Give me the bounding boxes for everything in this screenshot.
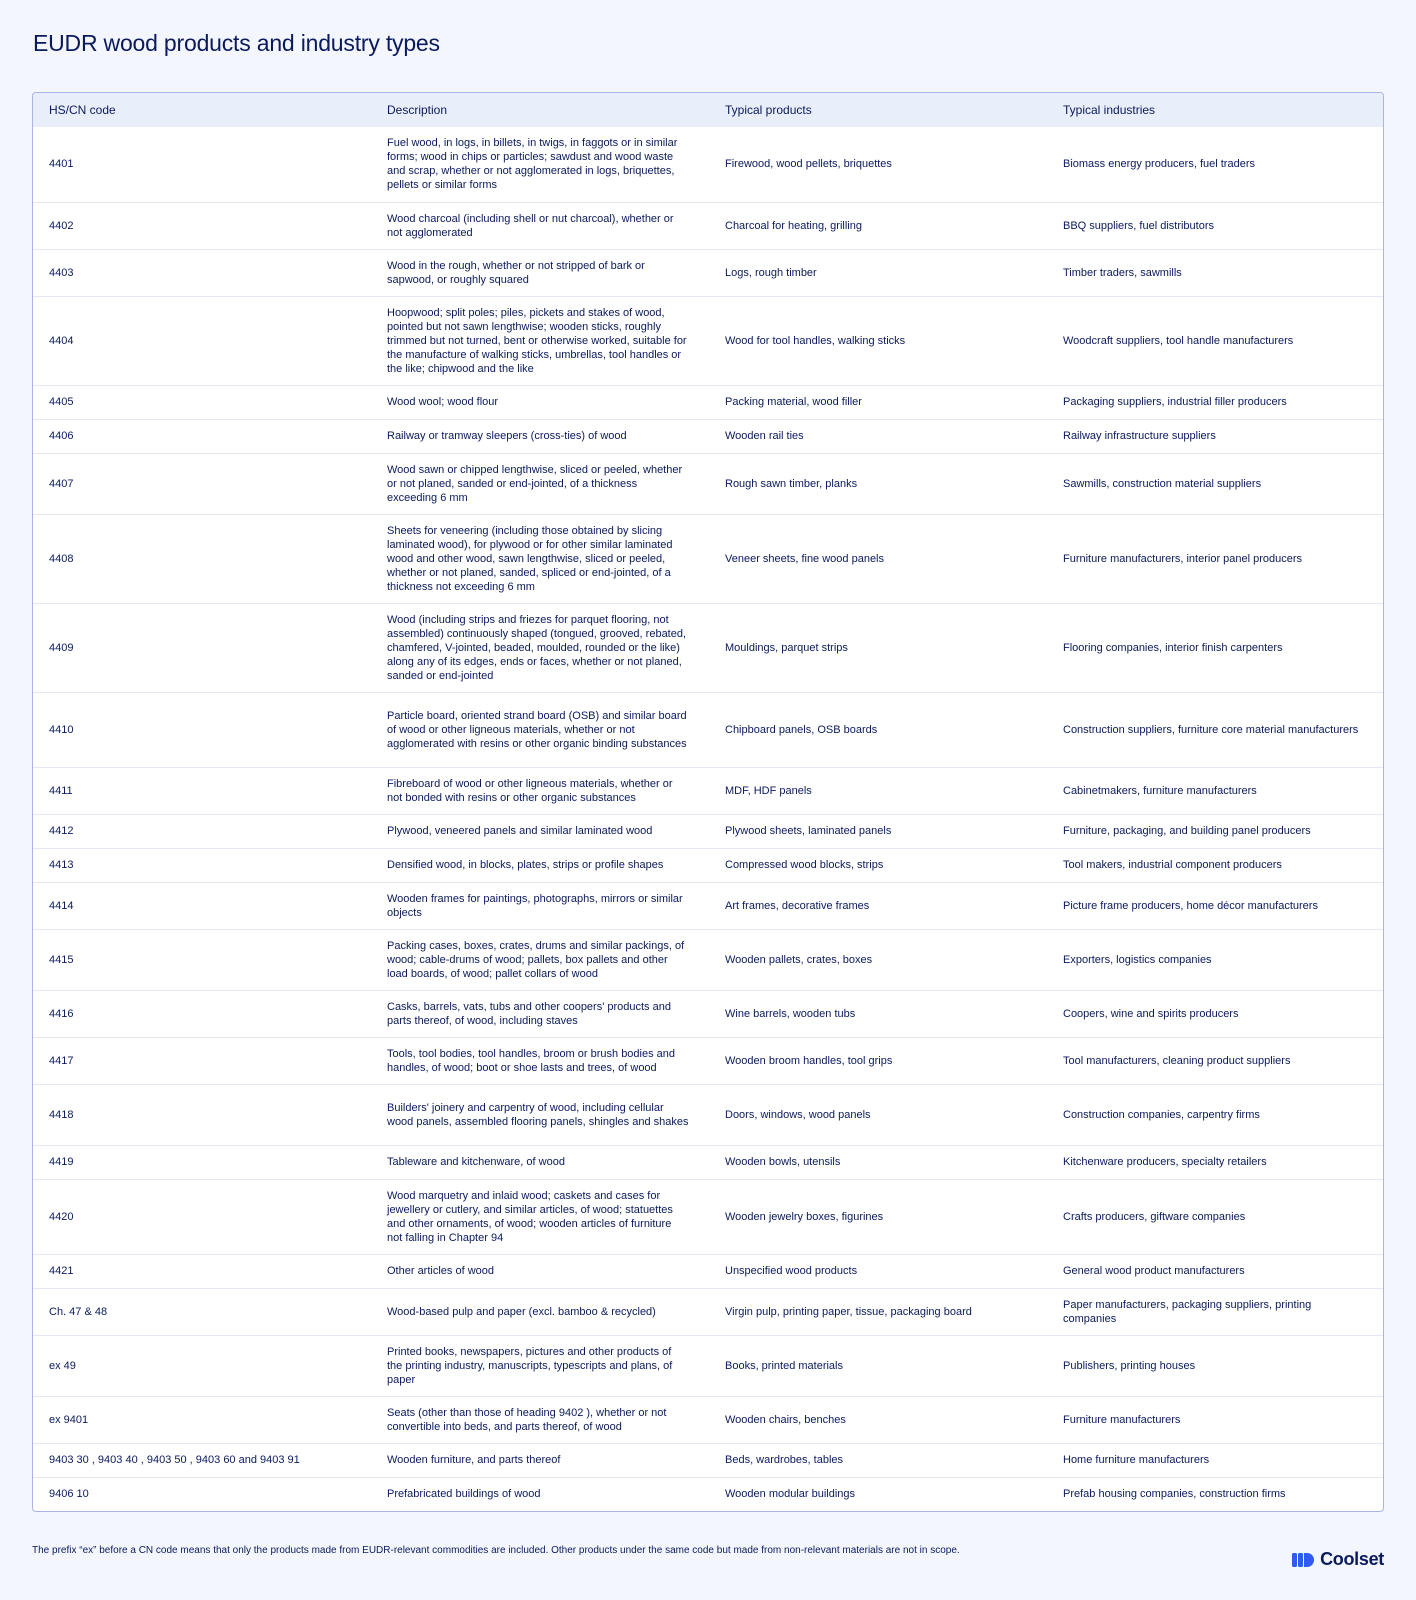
coolset-logo-icon	[1292, 1552, 1314, 1568]
table-row	[33, 882, 1383, 929]
cell-products: Wine barrels, wooden tubs	[709, 990, 1047, 1037]
table-header-row	[33, 93, 1383, 127]
cell-code: 4413	[33, 848, 371, 882]
cell-products: Compressed wood blocks, strips	[709, 848, 1047, 882]
cell-industries: Kitchenware producers, specialty retailers	[1047, 1145, 1383, 1179]
table-row	[33, 1335, 1383, 1396]
cell-description: Packing cases, boxes, crates, drums and similar packings, of wood; cable-drums of wood; pallets, box pallets and other load boards, of wood; pallet collars of wood	[371, 929, 709, 990]
cell-industries: Furniture, packaging, and building panel producers	[1047, 814, 1383, 848]
cell-industries: Tool manufacturers, cleaning product suppliers	[1047, 1037, 1383, 1084]
cell-description: Hoopwood; split poles; piles, pickets and stakes of wood, pointed but not sawn lengthwise; wooden sticks, roughly trimmed but not turned, bent or otherwise worked, suitable for the manufacture of walking sticks, umbrellas, tool handles or the like; chipwood and the like	[371, 296, 709, 385]
cell-description: Wood sawn or chipped lengthwise, sliced or peeled, whether or not planed, sanded or end-jointed, of a thickness exceeding 6 mm	[371, 453, 709, 514]
cell-description: Particle board, oriented strand board (OSB) and similar board of wood or other ligneous materials, whether or not agglomerated with resins or other organic binding substances	[371, 692, 709, 767]
cell-description: Printed books, newspapers, pictures and other products of the printing industry, manuscripts, typescripts and plans, of paper	[371, 1335, 709, 1396]
cell-code: 4420	[33, 1179, 371, 1254]
table-row	[33, 1396, 1383, 1443]
column-header-description: Description	[371, 93, 709, 127]
cell-description: Railway or tramway sleepers (cross-ties) of wood	[371, 419, 709, 453]
cell-products: Veneer sheets, fine wood panels	[709, 514, 1047, 603]
cell-code: Ch. 47 & 48	[33, 1288, 371, 1335]
table-row	[33, 385, 1383, 419]
cell-description: Wood-based pulp and paper (excl. bamboo & recycled)	[371, 1288, 709, 1335]
table-row	[33, 603, 1383, 692]
cell-code: 9406 10	[33, 1477, 371, 1511]
cell-industries: Construction suppliers, furniture core material manufacturers	[1047, 692, 1383, 767]
table-row	[33, 514, 1383, 603]
cell-industries: Crafts producers, giftware companies	[1047, 1179, 1383, 1254]
cell-description: Wooden furniture, and parts thereof	[371, 1443, 709, 1477]
cell-products: Charcoal for heating, grilling	[709, 202, 1047, 249]
cell-code: 4409	[33, 603, 371, 692]
cell-code: 4403	[33, 249, 371, 296]
cell-code: 4412	[33, 814, 371, 848]
cell-industries: Woodcraft suppliers, tool handle manufacturers	[1047, 296, 1383, 385]
cell-industries: Railway infrastructure suppliers	[1047, 419, 1383, 453]
table-row	[33, 1443, 1383, 1477]
cell-description: Other articles of wood	[371, 1254, 709, 1288]
cell-products: Doors, windows, wood panels	[709, 1084, 1047, 1145]
cell-description: Seats (other than those of heading 9402 ), whether or not convertible into beds, and parts thereof, of wood	[371, 1396, 709, 1443]
cell-products: Books, printed materials	[709, 1335, 1047, 1396]
cell-code: 4410	[33, 692, 371, 767]
cell-industries: Flooring companies, interior finish carpenters	[1047, 603, 1383, 692]
cell-code: ex 49	[33, 1335, 371, 1396]
cell-industries: Prefab housing companies, construction firms	[1047, 1477, 1383, 1511]
cell-industries: Sawmills, construction material suppliers	[1047, 453, 1383, 514]
cell-industries: Home furniture manufacturers	[1047, 1443, 1383, 1477]
table-row	[33, 814, 1383, 848]
cell-industries: Cabinetmakers, furniture manufacturers	[1047, 767, 1383, 814]
cell-products: Wood for tool handles, walking sticks	[709, 296, 1047, 385]
cell-products: Art frames, decorative frames	[709, 882, 1047, 929]
table-row	[33, 1477, 1383, 1511]
cell-industries: Construction companies, carpentry firms	[1047, 1084, 1383, 1145]
cell-code: 4418	[33, 1084, 371, 1145]
cell-products: Wooden rail ties	[709, 419, 1047, 453]
cell-code: 4421	[33, 1254, 371, 1288]
cell-products: Wooden jewelry boxes, figurines	[709, 1179, 1047, 1254]
cell-products: Virgin pulp, printing paper, tissue, packaging board	[709, 1288, 1047, 1335]
cell-products: Logs, rough timber	[709, 249, 1047, 296]
cell-industries: Tool makers, industrial component producers	[1047, 848, 1383, 882]
cell-products: Chipboard panels, OSB boards	[709, 692, 1047, 767]
table-row	[33, 453, 1383, 514]
cell-code: 4407	[33, 453, 371, 514]
cell-description: Casks, barrels, vats, tubs and other coopers' products and parts thereof, of wood, including staves	[371, 990, 709, 1037]
column-header-products: Typical products	[709, 93, 1047, 127]
cell-industries: Publishers, printing houses	[1047, 1335, 1383, 1396]
table-row	[33, 990, 1383, 1037]
table-row	[33, 127, 1383, 202]
cell-code: 4405	[33, 385, 371, 419]
cell-code: 4411	[33, 767, 371, 814]
cell-industries: Coopers, wine and spirits producers	[1047, 990, 1383, 1037]
cell-industries: Picture frame producers, home décor manufacturers	[1047, 882, 1383, 929]
cell-industries: Paper manufacturers, packaging suppliers, printing companies	[1047, 1288, 1383, 1335]
footnote: The prefix “ex” before a CN code means that only the products made from EUDR-relevant commodities are included. Other products under the same code but made from non-relevant materials are not in scope.	[32, 1545, 960, 1556]
cell-industries: Furniture manufacturers	[1047, 1396, 1383, 1443]
cell-description: Fuel wood, in logs, in billets, in twigs, in faggots or in similar forms; wood in chips or particles; sawdust and wood waste and scrap, whether or not agglomerated in logs, briquettes, pellets or similar forms	[387, 137, 678, 192]
cell-description: Wooden frames for paintings, photographs, mirrors or similar objects	[371, 882, 709, 929]
table-row	[33, 929, 1383, 990]
cell-code: 4415	[33, 929, 371, 990]
cell-description: Wood marquetry and inlaid wood; caskets and cases for jewellery or cutlery, and similar articles, of wood; statuettes and other ornaments, of wood; wooden articles of furniture not falling in Chapter 94	[371, 1179, 709, 1254]
table-row	[33, 419, 1383, 453]
cell-code: 4401	[49, 158, 74, 171]
cell-code: 4414	[33, 882, 371, 929]
cell-description: Sheets for veneering (including those obtained by slicing laminated wood), for plywood or for other similar laminated wood and other wood, sawn lengthwise, sliced or peeled, whether or not planed, sanded, spliced or end-jointed, of a thickness not exceeding 6 mm	[371, 514, 709, 603]
cell-products: Wooden pallets, crates, boxes	[709, 929, 1047, 990]
cell-description: Prefabricated buildings of wood	[371, 1477, 709, 1511]
cell-description: Wood wool; wood flour	[371, 385, 709, 419]
cell-industries: BBQ suppliers, fuel distributors	[1047, 202, 1383, 249]
cell-code: 4408	[33, 514, 371, 603]
cell-industries: Packaging suppliers, industrial filler producers	[1047, 385, 1383, 419]
cell-products: Mouldings, parquet strips	[709, 603, 1047, 692]
table-body	[33, 127, 1383, 1511]
cell-products: Wooden broom handles, tool grips	[709, 1037, 1047, 1084]
cell-code: 4416	[33, 990, 371, 1037]
table-row	[33, 1288, 1383, 1335]
table-row	[33, 692, 1383, 767]
cell-industries: General wood product manufacturers	[1047, 1254, 1383, 1288]
cell-description: Builders' joinery and carpentry of wood, including cellular wood panels, assembled flooring panels, shingles and shakes	[371, 1084, 709, 1145]
cell-description: Wood in the rough, whether or not stripped of bark or sapwood, or roughly squared	[371, 249, 709, 296]
hs-code-table	[32, 92, 1384, 1512]
cell-products: MDF, HDF panels	[709, 767, 1047, 814]
cell-products: Rough sawn timber, planks	[709, 453, 1047, 514]
brand	[1292, 1549, 1384, 1570]
cell-code: 9403 30 , 9403 40 , 9403 50 , 9403 60 and 9403 91	[33, 1443, 371, 1477]
cell-description: Fibreboard of wood or other ligneous materials, whether or not bonded with resins or other organic substances	[371, 767, 709, 814]
cell-code: 4406	[33, 419, 371, 453]
table-row	[33, 202, 1383, 249]
table-row	[33, 1145, 1383, 1179]
cell-industries: Exporters, logistics companies	[1047, 929, 1383, 990]
cell-industries: Biomass energy producers, fuel traders	[1063, 158, 1255, 171]
cell-code: 4419	[33, 1145, 371, 1179]
cell-products: Wooden chairs, benches	[709, 1396, 1047, 1443]
cell-products: Firewood, wood pellets, briquettes	[725, 158, 892, 171]
table-row	[33, 1254, 1383, 1288]
cell-description: Tableware and kitchenware, of wood	[371, 1145, 709, 1179]
cell-description: Wood charcoal (including shell or nut charcoal), whether or not agglomerated	[371, 202, 709, 249]
table-row	[33, 767, 1383, 814]
cell-industries: Timber traders, sawmills	[1047, 249, 1383, 296]
cell-products: Unspecified wood products	[709, 1254, 1047, 1288]
cell-code: 4404	[33, 296, 371, 385]
cell-code: 4402	[33, 202, 371, 249]
cell-products: Plywood sheets, laminated panels	[709, 814, 1047, 848]
cell-industries: Furniture manufacturers, interior panel producers	[1047, 514, 1383, 603]
table-row	[33, 1179, 1383, 1254]
table-row	[33, 848, 1383, 882]
cell-products: Wooden bowls, utensils	[709, 1145, 1047, 1179]
cell-description: Densified wood, in blocks, plates, strips or profile shapes	[371, 848, 709, 882]
cell-products: Packing material, wood filler	[709, 385, 1047, 419]
cell-products: Wooden modular buildings	[709, 1477, 1047, 1511]
cell-code: ex 9401	[33, 1396, 371, 1443]
table-row	[33, 1084, 1383, 1145]
cell-description: Plywood, veneered panels and similar laminated wood	[371, 814, 709, 848]
cell-products: Beds, wardrobes, tables	[709, 1443, 1047, 1477]
table-row	[33, 1037, 1383, 1084]
table-row	[33, 296, 1383, 385]
page-title: EUDR wood products and industry types	[33, 30, 440, 56]
table-row	[33, 249, 1383, 296]
cell-description: Wood (including strips and friezes for parquet flooring, not assembled) continuously shaped (tongued, grooved, rebated, chamfered, V-jointed, beaded, moulded, rounded or the like) along any of its edges, ends or faces, whether or not planed, sanded or end-jointed	[371, 603, 709, 692]
cell-code: 4417	[33, 1037, 371, 1084]
brand-name: Coolset	[1320, 1549, 1384, 1569]
column-header-industries: Typical industries	[1047, 93, 1383, 127]
column-header-code: HS/CN code	[33, 93, 371, 127]
cell-description: Tools, tool bodies, tool handles, broom or brush bodies and handles, of wood; boot or shoe lasts and trees, of wood	[371, 1037, 709, 1084]
